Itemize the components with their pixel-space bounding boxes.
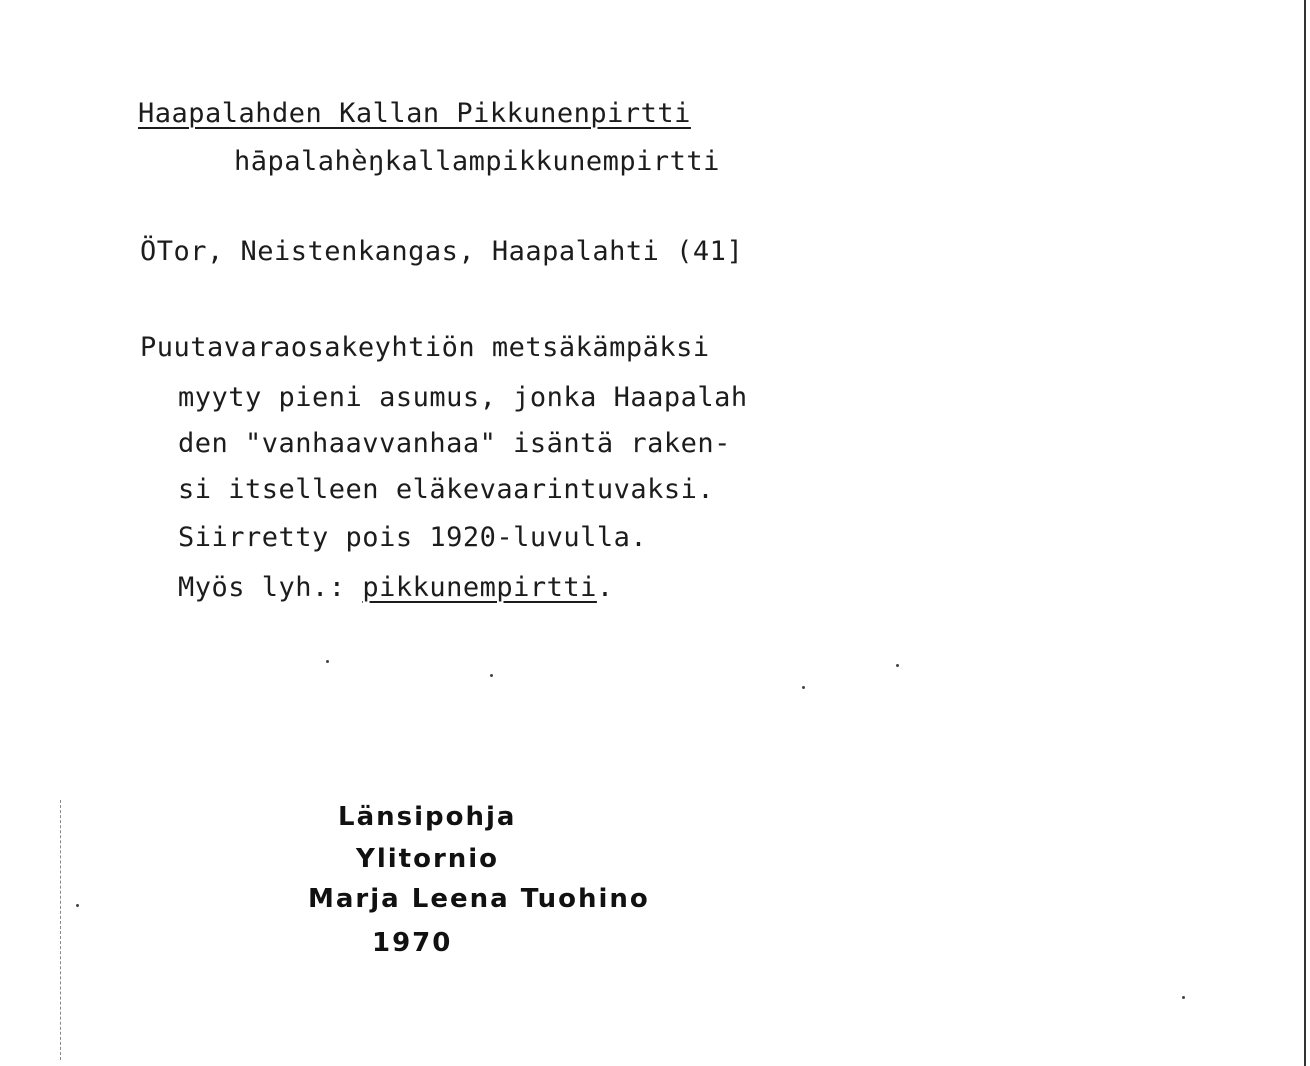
description-line-1: Puutavaraosakeyhtiön metsäkämpäksi bbox=[140, 332, 710, 363]
description-line-4: si itselleen eläkevaarintuvaksi. bbox=[178, 474, 715, 505]
paper-speck bbox=[76, 904, 79, 907]
description-line-3: den "vanhaavvanhaa" isäntä raken- bbox=[178, 428, 731, 459]
paper-speck bbox=[490, 674, 493, 677]
stamp-region: Länsipohja bbox=[338, 802, 517, 832]
location: ÖTor, Neistenkangas, Haapalahti (41] bbox=[140, 236, 744, 267]
card-fold-line bbox=[60, 800, 62, 1060]
pronunciation: hāpalahèŋkallampikkunempirtti bbox=[234, 146, 720, 177]
paper-speck bbox=[896, 664, 899, 667]
description-line-2: myyty pieni asumus, jonka Haapalah bbox=[178, 382, 748, 413]
also-short-line bbox=[178, 572, 614, 603]
stamp-collector: Marja Leena Tuohino bbox=[308, 884, 650, 914]
stamp-parish: Ylitornio bbox=[356, 844, 500, 874]
paper-speck bbox=[802, 686, 805, 689]
paper-speck bbox=[326, 660, 329, 663]
stamp-year: 1970 bbox=[372, 928, 453, 958]
description-line-5: Siirretty pois 1920-luvulla. bbox=[178, 522, 648, 553]
also-short-form: pikkunempirtti bbox=[362, 572, 597, 603]
card-edge bbox=[1304, 0, 1306, 1066]
paper-speck bbox=[1182, 996, 1185, 999]
also-suffix: . bbox=[596, 572, 614, 603]
headword: Haapalahden Kallan Pikkunenpirtti bbox=[138, 98, 691, 129]
also-prefix: Myös lyh.: bbox=[178, 572, 346, 603]
